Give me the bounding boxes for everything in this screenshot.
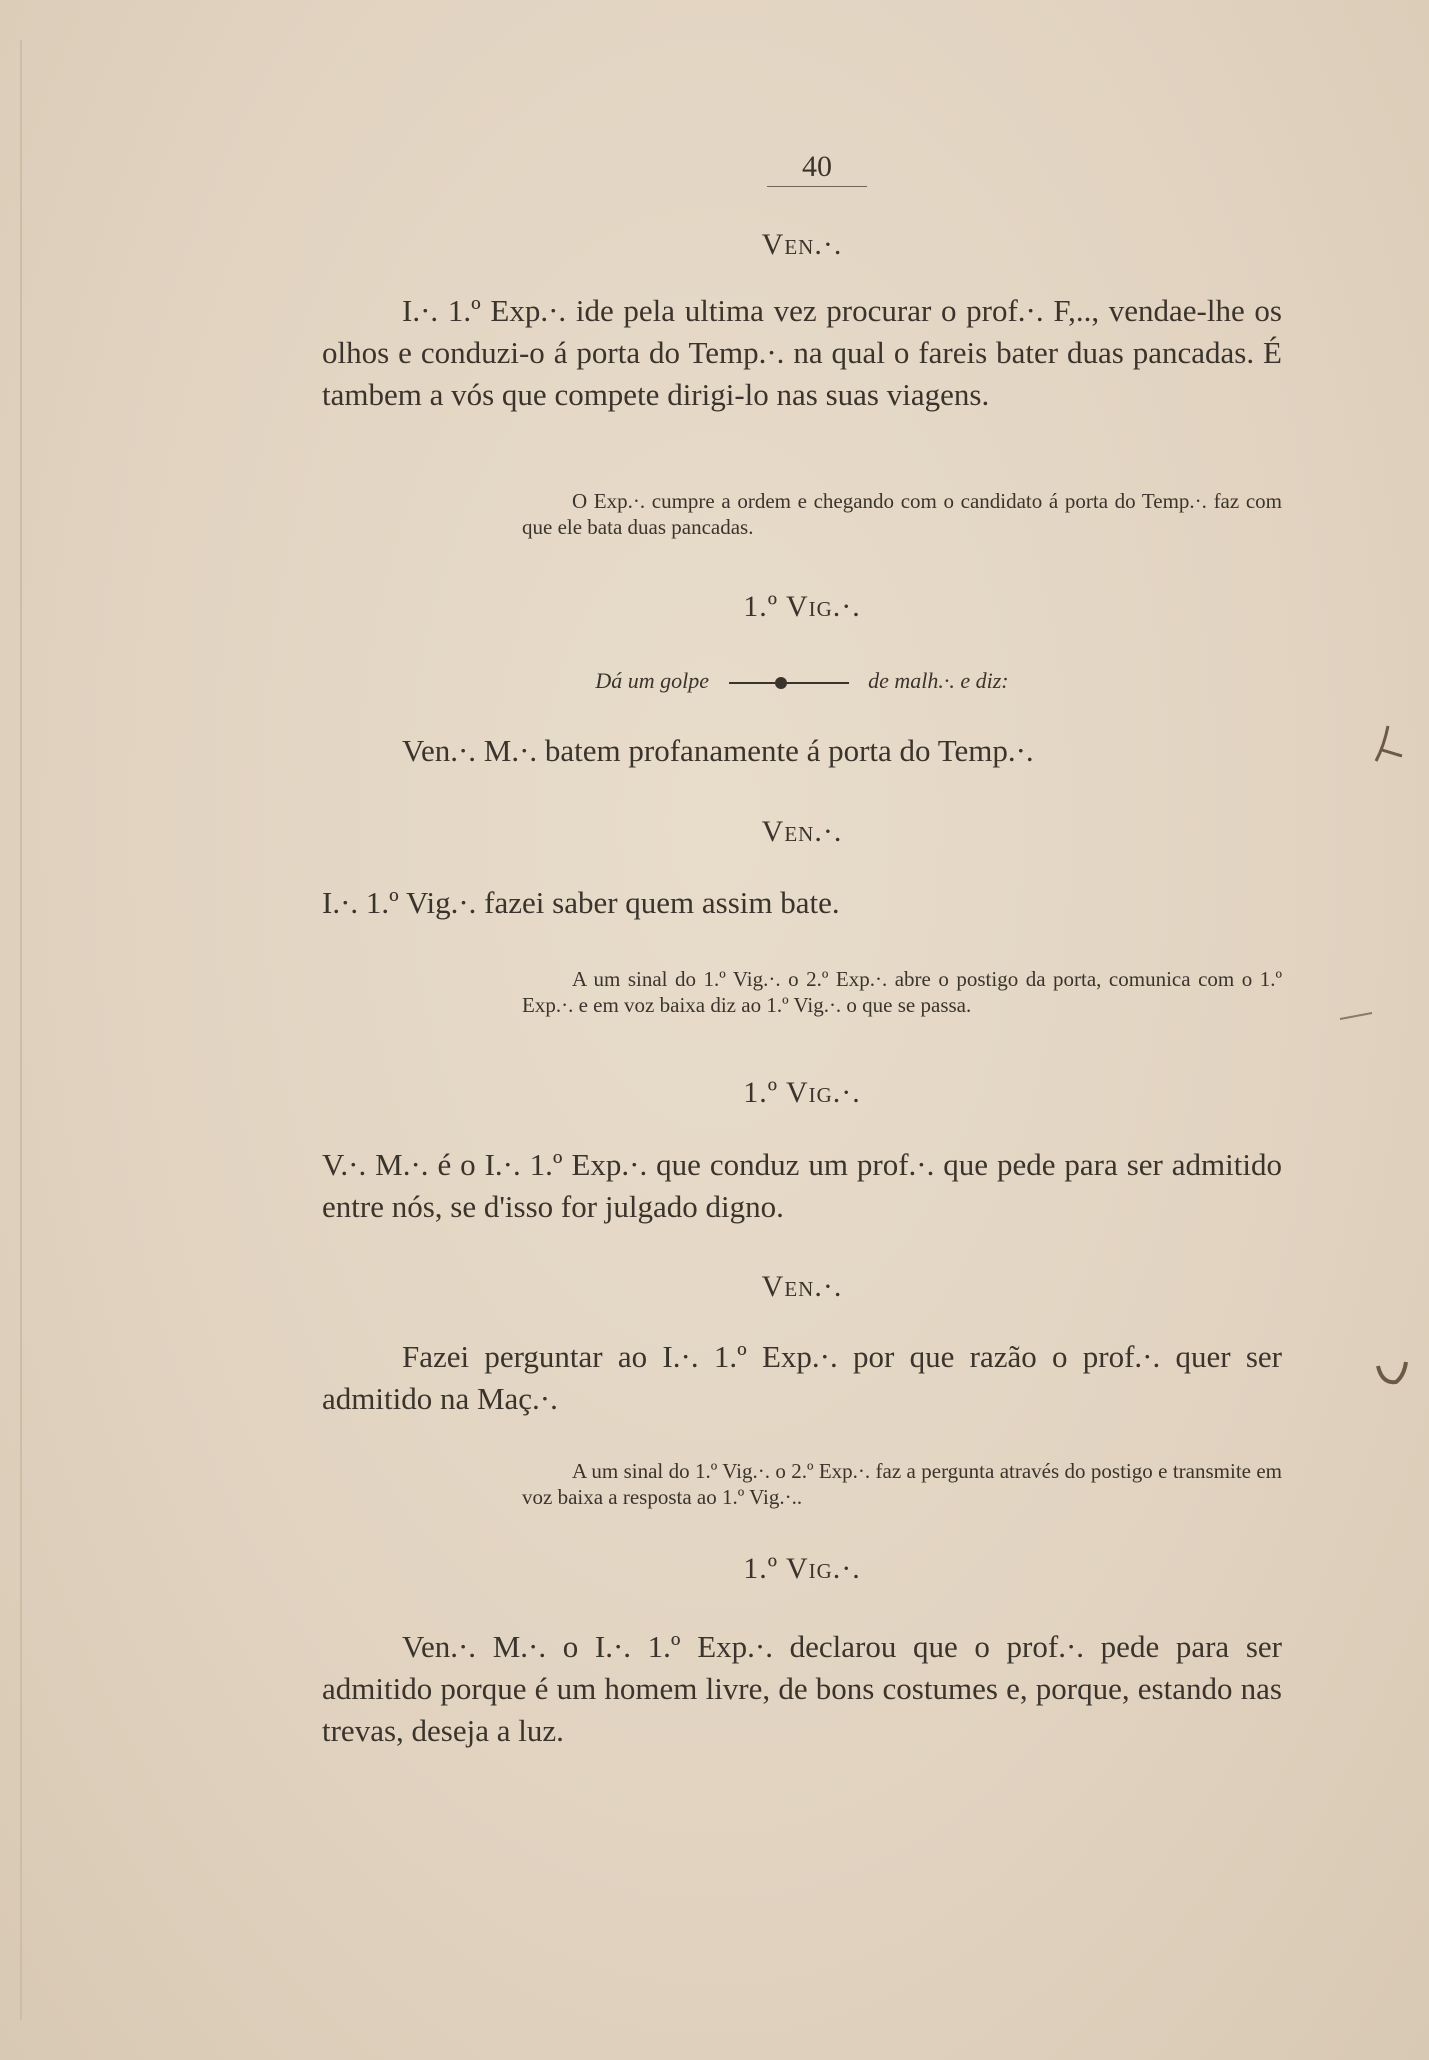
stage-direction: O Exp.·. cumpre a ordem e chegando com o candidato á porta do Temp.·. faz com que ele bata duas pancadas.: [522, 489, 1282, 539]
mallet-rule-icon: [729, 673, 849, 693]
gutter-line: [20, 40, 22, 2020]
paragraph: V.·. M.·. é o I.·. 1.º Exp.·. que conduz um prof.·. que pede para ser admitido entre nós, se d'isso for julgado digno.: [322, 1147, 1282, 1224]
margin-ink-mark: [1336, 995, 1376, 1045]
speaker-heading: Ven.·.: [761, 815, 843, 848]
stage-direction: A um sinal do 1.º Vig.·. o 2.º Exp.·. faz a pergunta através do postigo e transmite em voz baixa a resposta ao 1.º Vig.·..: [522, 1459, 1282, 1509]
golpe-text-before: Dá um golpe: [595, 668, 710, 693]
golpe-text-after: de malh.·. e diz:: [868, 668, 1009, 693]
paragraph: I.·. 1.º Vig.·. fazei saber quem assim bate.: [322, 885, 840, 920]
paragraph: I.·. 1.º Exp.·. ide pela ultima vez procurar o prof.·. F,.., vendae-lhe os olhos e conduzi-o á porta do Temp.·. na qual o fareis bater duas pancadas. É tambem a vós que compete dirigi-lo nas suas viagens.: [322, 293, 1282, 412]
paragraph: Ven.·. M.·. batem profanamente á porta do Temp.·.: [402, 733, 1034, 768]
speaker-heading: Ven.·.: [761, 228, 843, 261]
margin-ink-mark: [1368, 716, 1408, 766]
stage-direction: A um sinal do 1.º Vig.·. o 2.º Exp.·. abre o postigo da porta, comunica com o 1.º Exp.·. e em voz baixa diz ao 1.º Vig.·. o que se passa.: [522, 967, 1282, 1017]
stage-direction-golpe: [322, 668, 1282, 694]
speaker-heading: Ven.·.: [761, 1270, 843, 1303]
speaker-heading: 1.º Vig.·.: [743, 1076, 861, 1109]
speaker-heading: 1.º Vig.·.: [743, 590, 861, 623]
speaker-heading: 1.º Vig.·.: [743, 1552, 861, 1585]
paragraph: Fazei perguntar ao I.·. 1.º Exp.·. por que razão o prof.·. quer ser admitido na Maç.·.: [322, 1339, 1282, 1416]
page-number: 40: [767, 150, 867, 187]
margin-ink-mark: [1372, 1346, 1412, 1396]
paragraph: Ven.·. M.·. o I.·. 1.º Exp.·. declarou que o prof.·. pede para ser admitido porque é um homem livre, de bons costumes e, porque, estando nas trevas, deseja a luz.: [322, 1629, 1282, 1748]
